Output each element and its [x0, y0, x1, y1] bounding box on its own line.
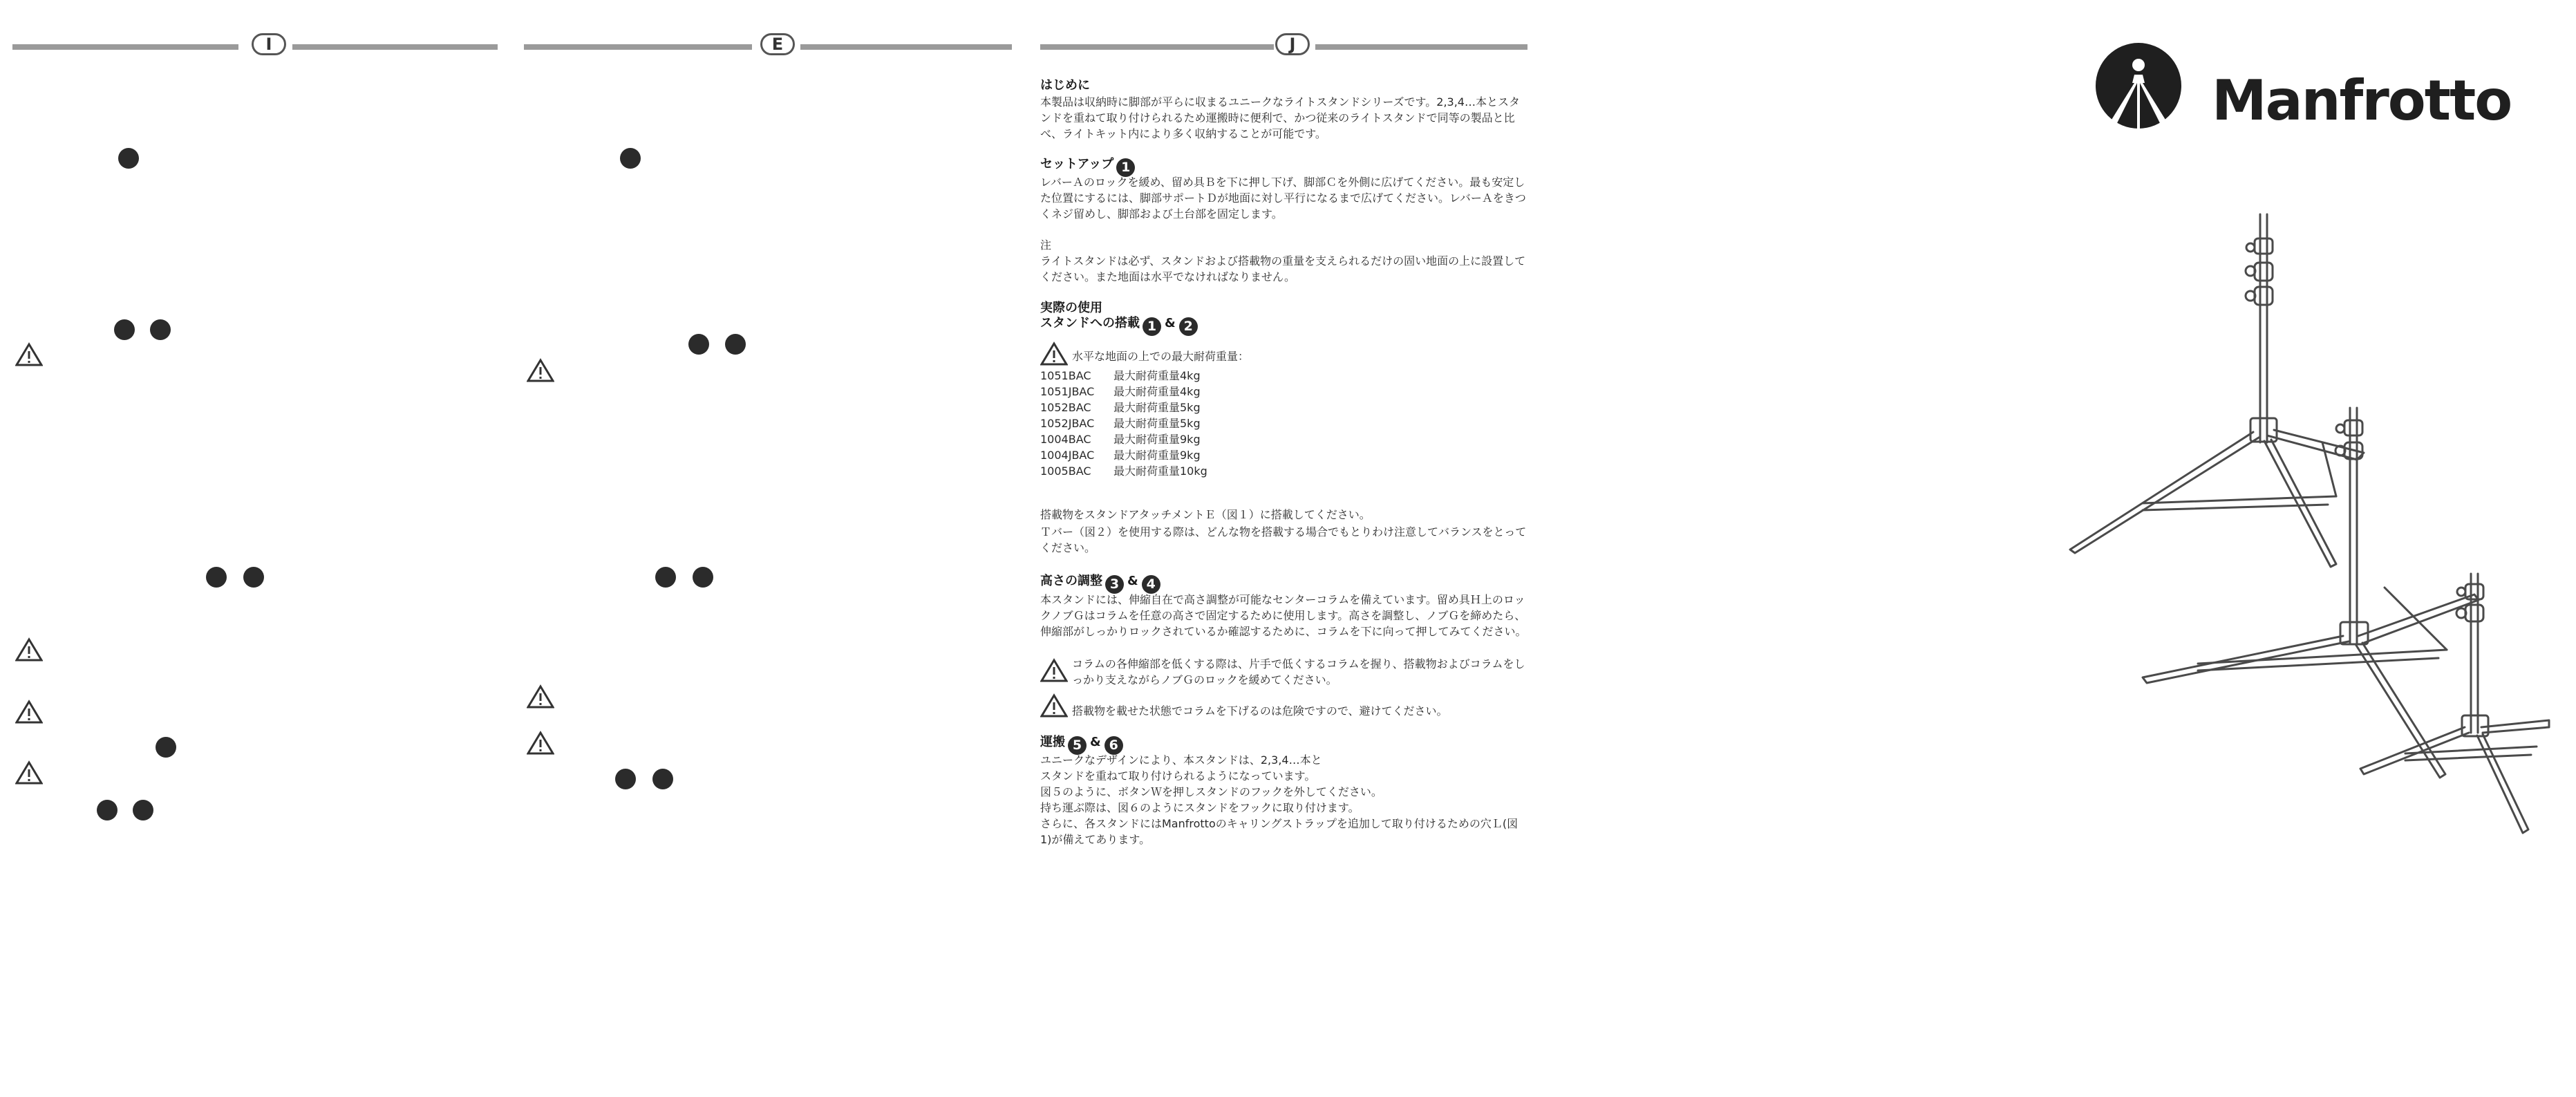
header-italian [12, 33, 498, 57]
figure-marker [655, 567, 676, 588]
load-row [1040, 400, 1207, 415]
load-model: 1052JBAC [1040, 417, 1095, 430]
figure-marker [114, 319, 135, 340]
header-rule-left [524, 44, 752, 50]
header-rule-right [292, 44, 498, 50]
figure-number: 4 [1142, 575, 1160, 594]
load-value: 最大耐荷重量9kg [1113, 433, 1201, 446]
usage-sub-heading-text: スタンドへの搭載 [1040, 316, 1140, 330]
figure-number: 1 [1116, 158, 1135, 177]
warning-icon [527, 731, 554, 756]
load-value: 最大耐荷重量5kg [1113, 417, 1201, 430]
figure-number: 5 [1068, 736, 1087, 755]
height-body: 本スタンドには、伸縮自在で高さ調整が可能なセンターコラムを備えています。留め具Ｈ上のロックノブＧはコラムを任意の高さで固定するために使用します。高さを調整し、ノブＧを締めたら、伸縮部がしっかりロックされているか確認するために、コラムを下に向って押してみてください。 [1040, 593, 1527, 638]
transport-line-5: さらに、各スタンドにはManfrottoのキャリングストラップを追加して取り付けるための穴Ｌ(図1)が備えてあります。 [1040, 817, 1519, 846]
language-badge-italian: I [252, 33, 286, 55]
figure-marker [150, 319, 171, 340]
brand-name: Manfrotto [2212, 68, 2512, 133]
header-rule-left [12, 44, 238, 50]
load-model: 1004BAC [1040, 433, 1091, 446]
usage-heading: 実際の使用 [1040, 301, 1102, 315]
warning-icon [1040, 693, 1068, 718]
load-value: 最大耐荷重量9kg [1113, 449, 1201, 462]
load-table [1040, 368, 1207, 479]
warning-icon [15, 342, 43, 367]
height-warning-2: 搭載物を載せた状態でコラムを下げるのは危険ですので、避けてください。 [1072, 704, 1448, 718]
load-row [1040, 431, 1207, 447]
load-value: 最大耐荷重量10kg [1113, 465, 1207, 478]
transport-line-2: スタンドを重ねて取り付けられるようになっています。 [1040, 769, 1316, 782]
header-rule-right [1315, 44, 1527, 50]
ampersand: & [1090, 735, 1101, 749]
transport-line-3: 図５のように、ボタンＷを押しスタンドのフックを外してください。 [1040, 785, 1382, 798]
language-badge-english: E [760, 33, 795, 55]
transport-line-1: ユニークなデザインにより、本スタンドは、2,3,4…本と [1040, 753, 1322, 767]
figure-number: 3 [1105, 575, 1124, 594]
figure-marker [118, 148, 139, 169]
load-model: 1051BAC [1040, 369, 1091, 382]
warning-icon [15, 637, 43, 662]
figure-marker [615, 769, 636, 789]
figure-marker [725, 334, 746, 355]
figure-number: 6 [1104, 736, 1123, 755]
header-japanese [1040, 33, 1527, 57]
figure-marker [688, 334, 709, 355]
warning-icon [527, 684, 554, 709]
load-row [1040, 415, 1207, 431]
figure-marker [652, 769, 673, 789]
load-value: 最大耐荷重量4kg [1113, 369, 1201, 382]
load-row [1040, 384, 1207, 400]
stand-large [2070, 214, 2364, 567]
ampersand: & [1127, 574, 1138, 588]
transport-line-4: 持ち運ぶ際は、図６のようにスタンドをフックに取り付けます。 [1040, 801, 1360, 814]
figure-marker [620, 148, 641, 169]
height-heading [1040, 573, 1160, 594]
tripod-logo-icon [2094, 41, 2183, 130]
header-english [524, 33, 1012, 57]
usage-sub-heading [1040, 315, 1198, 336]
figure-marker [156, 737, 176, 758]
stand-medium [2143, 408, 2479, 778]
note-label: 注 [1040, 238, 1052, 252]
tbar-text: Ｔバー（図２）を使用する際は、どんな物を搭載する場合でもとりわけ注意してバランスをとってください。 [1040, 525, 1527, 554]
brand-logo [2094, 41, 2537, 131]
setup-heading-text: セットアップ [1040, 157, 1114, 171]
max-load-label: 水平な地面の上での最大耐荷重量： [1072, 350, 1250, 363]
warning-icon [527, 358, 554, 383]
warning-icon [15, 760, 43, 785]
height-warning-1: コラムの各伸縮部を低くする際は、片手で低くするコラムを握り、搭載物およびコラムをしっかり支えながらノブＧのロックを緩めてください。 [1072, 657, 1525, 686]
load-value: 最大耐荷重量5kg [1113, 401, 1201, 414]
ampersand: & [1165, 316, 1176, 330]
load-value: 最大耐荷重量4kg [1113, 385, 1201, 398]
warning-icon [15, 700, 43, 724]
attach-text: 搭載物をスタンドアタッチメントＥ（図１）に搭載してください。 [1040, 508, 1371, 521]
setup-body: レバーＡのロックを緩め、留め具Ｂを下に押し下げ、脚部Ｃを外側に広げてください。最も安定した位置にするには、脚部サポートＤが地面に対し平行になるまで広げてください。レバーＡをきつくネジ留めし、脚部および土台部を固定します。 [1040, 176, 1526, 221]
load-model: 1004JBAC [1040, 449, 1095, 462]
figure-marker [97, 800, 117, 821]
figure-marker [243, 567, 264, 588]
load-row [1040, 463, 1207, 479]
load-model: 1051JBAC [1040, 385, 1095, 398]
header-rule-right [800, 44, 1012, 50]
intro-body: 本製品は収納時に脚部が平らに収まるユニークなライトスタンドシリーズです。2,3,4…本とスタンドを重ねて取り付けられるため運搬時に便利で、かつ従来のライトスタンドで同等の製品と比べ、ライトキット内により多く収納することが可能です。 [1040, 95, 1520, 140]
load-row [1040, 447, 1207, 463]
figure-marker [206, 567, 227, 588]
load-row [1040, 368, 1207, 384]
light-stands-illustration [2060, 207, 2557, 850]
figure-number: 2 [1179, 317, 1198, 336]
height-heading-text: 高さの調整 [1040, 574, 1102, 588]
warning-icon [1040, 341, 1068, 366]
warning-icon [1040, 658, 1068, 683]
stand-small [2360, 574, 2549, 833]
language-badge-japanese: J [1275, 33, 1310, 55]
load-model: 1052BAC [1040, 401, 1091, 414]
figure-number: 1 [1143, 317, 1161, 336]
transport-heading-text: 運搬 [1040, 735, 1065, 749]
load-model: 1005BAC [1040, 465, 1091, 478]
note-body: ライトスタンドは必ず、スタンドおよび搭載物の重量を支えられるだけの固い地面の上に設置してください。また地面は水平でなければなりません。 [1040, 254, 1526, 283]
header-rule-left [1040, 44, 1274, 50]
figure-marker [133, 800, 153, 821]
figure-marker [693, 567, 713, 588]
intro-heading: はじめに [1040, 78, 1090, 93]
